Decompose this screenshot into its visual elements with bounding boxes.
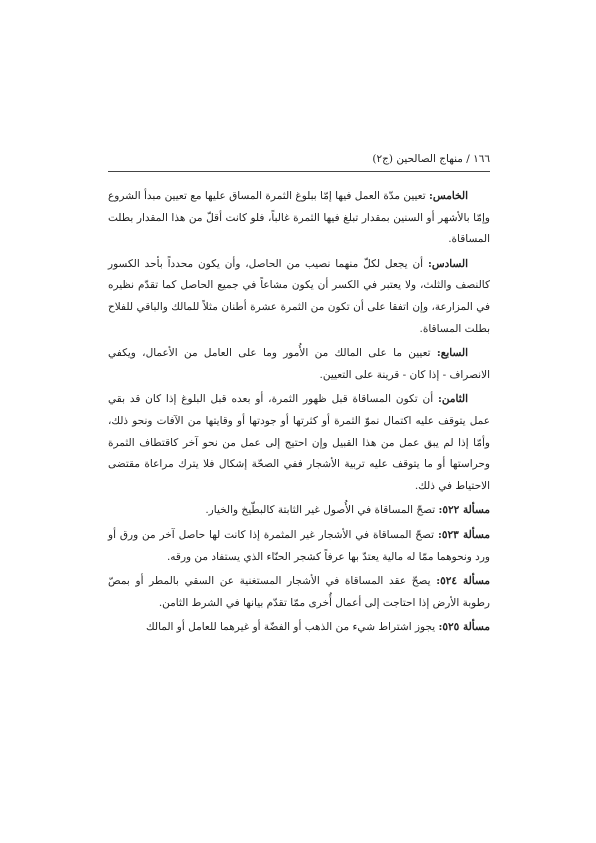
- running-header: ١٦٦ / منهاج الصالحين (ج٢): [108, 150, 490, 172]
- issue-524: [108, 571, 490, 614]
- condition-paragraph-5: [108, 186, 490, 251]
- condition-lead: السابع:: [436, 347, 468, 360]
- issue-body: تصحّ المساقاة في الأُصول غير الثابتة كالبطّيخ والخيار.: [205, 504, 439, 517]
- issue-body: يصحّ عقد المساقاة في الأشجار المستغنية عن السقي بالمطر أو بمصّ رطوبة الأرض إذا احتاجت إلى أعمال أُخرى ممّا تقدّم بيانها في الشرط الثامن.: [108, 575, 490, 609]
- issue-label: مسألة ٥٢٣:: [437, 528, 490, 541]
- condition-paragraph-7: [108, 343, 490, 386]
- condition-lead: السادس:: [427, 257, 468, 270]
- issue-label: مسألة ٥٢٥:: [438, 621, 490, 634]
- condition-body: تعيين مدّة العمل فيها إمّا ببلوغ الثمرة المساق عليها مع تعيين مبدأ الشروع وإمّا بالأشهر أو السنين بمقدار تبلغ فيها الثمرة غالباً، فلو كانت أقلّ من هذا المقدار بطلت المساقاة.: [108, 190, 490, 246]
- condition-lead: الخامس:: [429, 190, 468, 202]
- document-page: [108, 150, 490, 642]
- issue-label: مسألة ٥٢٤:: [436, 575, 490, 588]
- condition-body: أن تكون المساقاة قبل ظهور الثمرة، أو بعده قبل البلوغ إذا كان قد بقي عمل يتوقف عليه اكتمال نموّ الثمرة أو كثرتها أو جودتها أو وقايتها من الآفات ونحو ذلك، وأمّا إذا لم يبق عمل من هذا القبيل وإن احتيج إلى عمل من نحو آخر كاقتطاف الثمرة وحراستها أو ما يتوقف عليه تربية الأشجار ففي الصحّة إشكال فلا يترك مراعاة مقتضى الاحتياط في ذلك.: [108, 393, 490, 492]
- issue-body: تصحّ المساقاة في الأشجار غير المثمرة إذا كانت لها حاصل آخر من ورق أو ورد ونحوهما ممّا له مالية يعتدّ بها عرفاً كشجر الحنّاء الذي يستفاد من ورقه.: [108, 528, 490, 563]
- condition-lead: الثامن:: [438, 393, 468, 406]
- issue-525: [108, 617, 490, 639]
- issue-label: مسألة ٥٢٢:: [438, 504, 490, 517]
- issue-body: يجوز اشتراط شيء من الذهب أو الفضّة أو غيرهما للعامل أو المالك: [146, 621, 439, 634]
- issue-522: [108, 500, 490, 522]
- condition-body: أن يجعل لكلّ منهما نصيب من الحاصل، وأن يكون محدداً بأحد الكسور كالنصف والثلث، ولا يعتبر في الكسر أن يكون مشاعاً في جميع الحاصل كما تقدّم نظيره في المزارعة، وإن اتفقا على أن تكون من الثمرة عشرة أطنان مثلاً للمالك والباقي للفلاح بطلت المساقاة.: [108, 257, 490, 335]
- condition-paragraph-8: [108, 389, 490, 497]
- issue-523: [108, 525, 490, 568]
- condition-paragraph-6: [108, 254, 490, 340]
- condition-body: تعيين ما على المالك من الأُمور وما على العامل من الأعمال، ويكفي الانصراف - إذا كان - قرينة على التعيين.: [108, 347, 490, 381]
